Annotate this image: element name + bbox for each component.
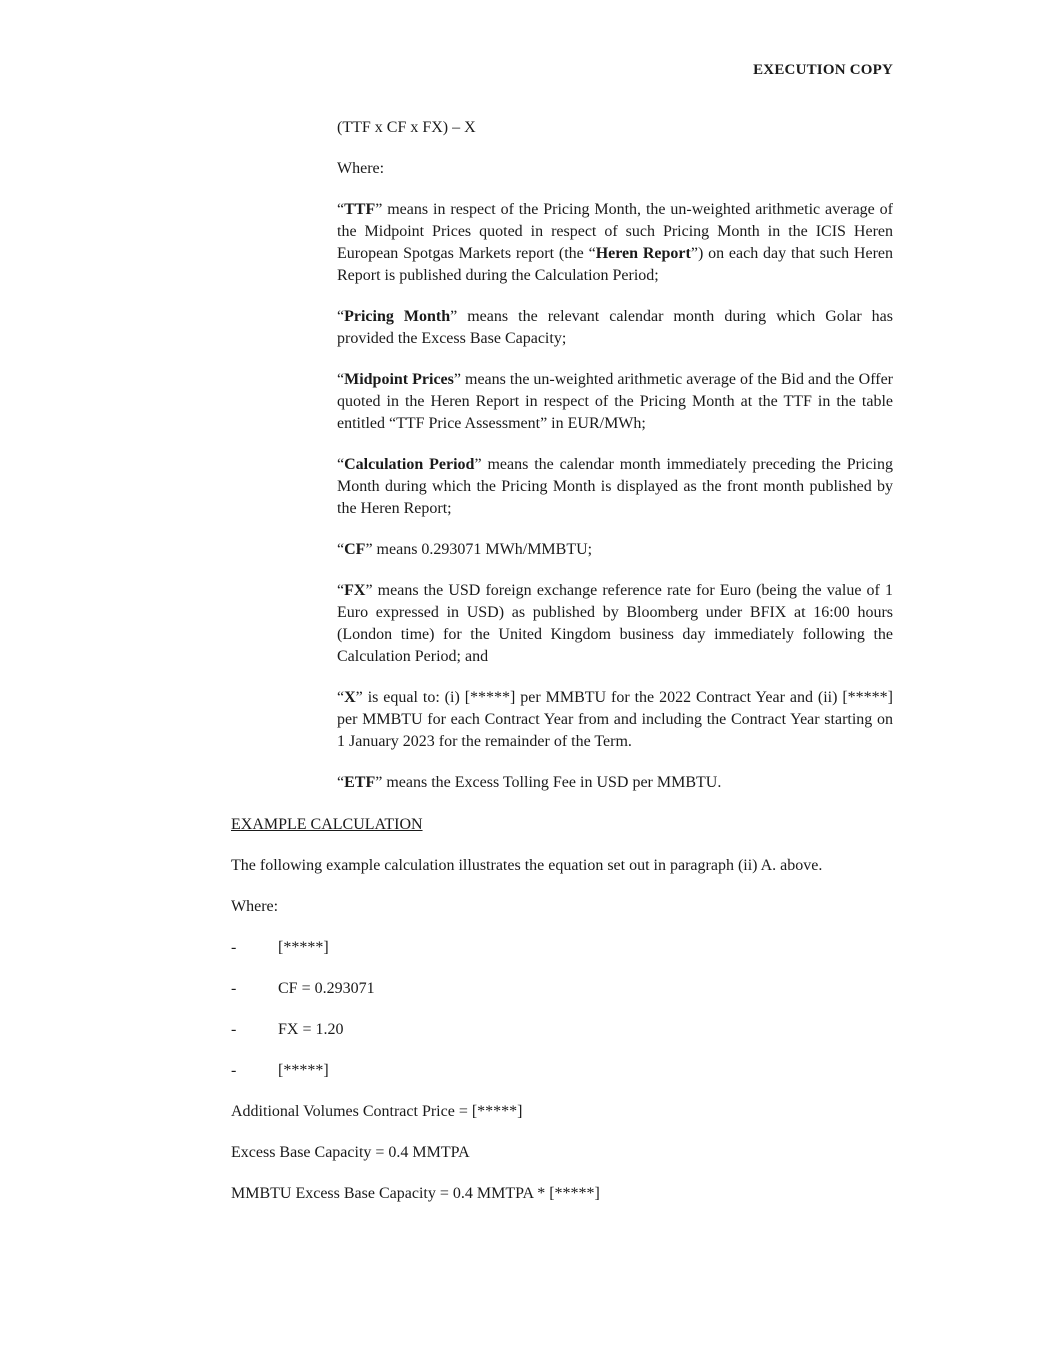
term-pricing-month: Pricing Month (344, 308, 451, 325)
example-heading: EXAMPLE CALCULATION (231, 816, 423, 833)
term-ttf: TTF (344, 201, 376, 218)
term-calculation-period: Calculation Period (344, 456, 475, 473)
list-item-text: CF = 0.293071 (278, 980, 375, 997)
open-quote: “ (337, 456, 345, 473)
definition-text: ” means the un-weighted arithmetic average of the Bid and the Offer quoted in the Heren Report in respect of the Pricing Month at the TTF in the table entitled “TTF Price Assessment” in EUR/MWh; (337, 371, 894, 432)
definitions-block (337, 117, 893, 794)
dash-marker: - (231, 1021, 237, 1038)
definition-text: ” is equal to: (i) [*****] per MMBTU for the 2022 Contract Year and (ii) [*****] per MMBTU for each Contract Year from and including the Contract Year starting on 1 January 2023 for the remainder of the Term. (337, 689, 893, 750)
term-cf: CF (344, 541, 366, 558)
definition-text: ” means the calendar month immediately preceding the Pricing Month during which the Pricing Month is displayed as the front month published by the Heren Report; (337, 456, 894, 517)
example-intro: The following example calculation illustrates the equation set out in paragraph (ii) A. above. (231, 857, 823, 874)
example-where-label: Where: (231, 898, 279, 915)
list-item-text: FX = 1.20 (278, 1021, 344, 1038)
list-item (231, 937, 911, 959)
definition-pricing-month (337, 306, 893, 350)
definition-text: ” means the Excess Tolling Fee in USD per MMBTU. (375, 774, 722, 791)
definition-ttf (337, 199, 893, 287)
dash-marker: - (231, 939, 237, 956)
definition-fx (337, 580, 893, 668)
formula: (TTF x CF x FX) – X (337, 119, 476, 136)
definition-text: ” means the USD foreign exchange reference rate for Euro (being the value of 1 Euro expressed in USD) as published by Bloomberg under BFIX at 16:00 hours (London time) for the United Kingdom business day immediately following the Calculation Period; and (337, 582, 893, 665)
term-fx: FX (344, 582, 366, 599)
contract-price-line: Additional Volumes Contract Price = [*****] (231, 1103, 523, 1120)
open-quote: “ (337, 689, 345, 706)
open-quote: “ (337, 201, 345, 218)
example-calculation-section (231, 814, 911, 1224)
open-quote: “ (337, 541, 345, 558)
definition-text: ” means 0.293071 MWh/MMBTU; (365, 541, 593, 558)
open-quote: “ (337, 582, 345, 599)
excess-base-capacity-line: Excess Base Capacity = 0.4 MMTPA (231, 1144, 470, 1161)
open-quote: “ (337, 371, 345, 388)
dash-marker: - (231, 1062, 237, 1079)
definition-cf (337, 539, 893, 561)
definition-etf (337, 772, 893, 794)
term-heren-report: Heren Report (595, 245, 691, 262)
list-item (231, 1019, 911, 1041)
definition-midpoint-prices (337, 369, 893, 435)
list-item-text: [*****] (278, 1062, 329, 1079)
where-label: Where: (337, 160, 385, 177)
term-x: X (344, 689, 356, 706)
definition-text: ”) on each day that such Heren Report is published during the Calculation Period; (337, 245, 894, 284)
list-item (231, 978, 911, 1000)
definition-x (337, 687, 893, 753)
dash-marker: - (231, 980, 237, 997)
open-quote: “ (337, 774, 345, 791)
definition-text: ” means the relevant calendar month during which Golar has provided the Excess Base Capacity; (337, 308, 894, 347)
list-item (231, 1060, 911, 1082)
definition-calculation-period (337, 454, 893, 520)
open-quote: “ (337, 308, 345, 325)
term-etf: ETF (344, 774, 376, 791)
execution-copy-header: EXECUTION COPY (753, 62, 893, 78)
definition-text: ” means in respect of the Pricing Month, the un-weighted arithmetic average of the Midpoint Prices quoted in respect of such Pricing Month in the ICIS Heren European Spotgas Markets report (the “ (337, 201, 893, 262)
term-midpoint-prices: Midpoint Prices (344, 371, 454, 388)
list-item-text: [*****] (278, 939, 329, 956)
mmbtu-excess-base-capacity-line: MMBTU Excess Base Capacity = 0.4 MMTPA * [*****] (231, 1185, 600, 1202)
